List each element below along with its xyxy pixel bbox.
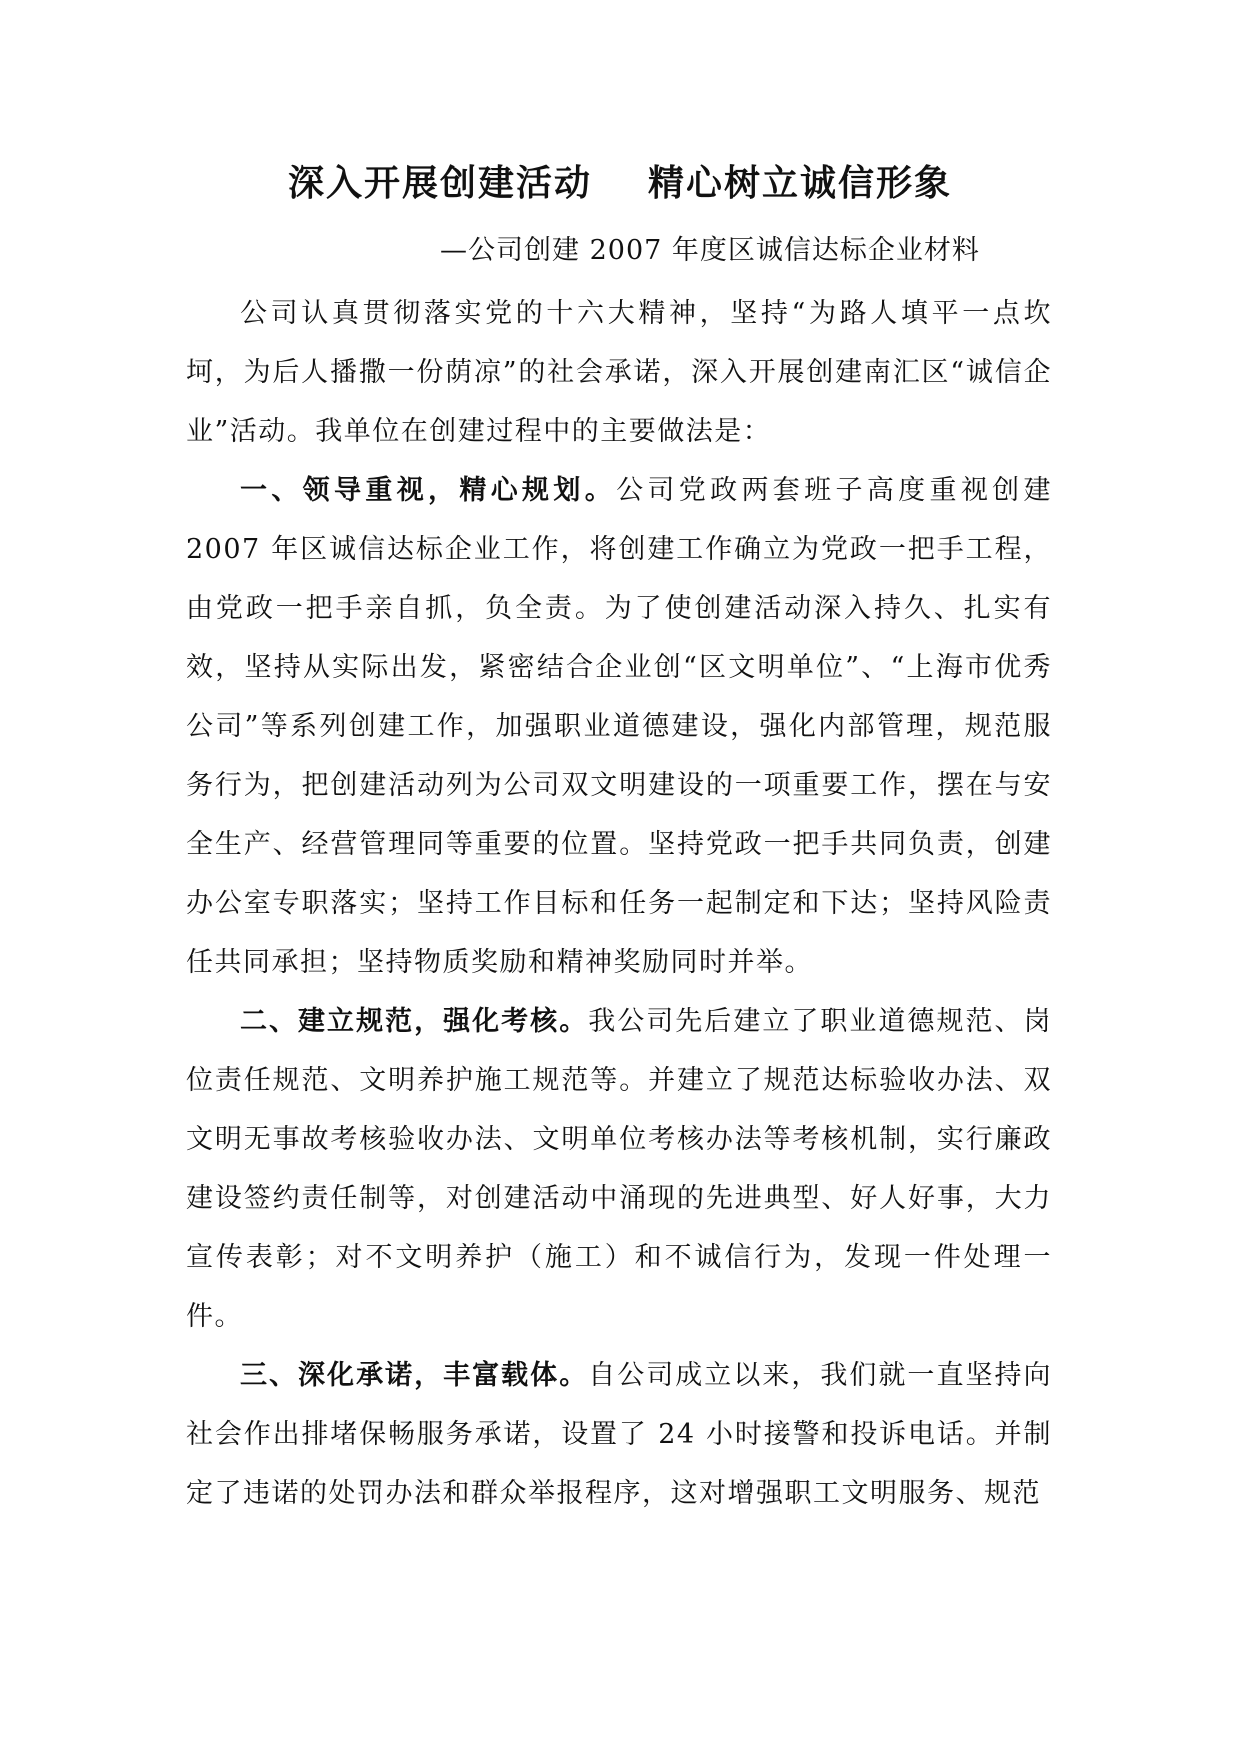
paragraph-text: 公司党政两套班子高度重视创建 2007 年区诚信达标企业工作，将创建工作确立为党政一把手工程，由党政一把手亲自抓，负全责。为了使创建活动深入持久、扎实有效，坚持从实际出发，紧密结合企业创“区文明单位”、“上海市优秀公司”等系列创建工作，加强职业道德建设，强化内部管理，规范服务行为，把创建活动列为公司双文明建设的一项重要工作，摆在与安全生产、经营管理同等重要的位置。坚持党政一把手共同负责，创建办公室专职落实；坚持工作目标和任务一起制定和下达；坚持风险责任共同承担；坚持物质奖励和精神奖励同时并举。 bbox=[186, 475, 1053, 978]
document-body bbox=[186, 284, 1052, 1523]
paragraph-lead: 二、建立规范，强化考核。 bbox=[240, 1006, 589, 1037]
title-part-1: 深入开展创建活动 bbox=[287, 163, 592, 204]
paragraph-intro bbox=[186, 284, 1052, 461]
paragraph-lead: 一、领导重视，精心规划。 bbox=[240, 475, 617, 506]
paragraph-text: 公司认真贯彻落实党的十六大精神，坚持“为路人填平一点坎坷，为后人播撒一份荫凉”的社会承诺，深入开展创建南汇区“诚信企业”活动。我单位在创建过程中的主要做法是： bbox=[186, 298, 1052, 447]
paragraph-text: 我公司先后建立了职业道德规范、岗位责任规范、文明养护施工规范等。并建立了规范达标验收办法、双文明无事故考核验收办法、文明单位考核办法等考核机制，实行廉政建设签约责任制等，对创建活动中涌现的先进典型、好人好事，大力宣传表彰；对不文明养护（施工）和不诚信行为，发现一件处理一件。 bbox=[186, 1006, 1053, 1332]
document-subtitle: —公司创建 2007 年度区诚信达标企业材料 bbox=[440, 235, 980, 266]
paragraph-text: 自公司成立以来，我们就一直坚持向社会作出排堵保畅服务承诺，设置了 24 小时接警和投诉电话。并制定了违诺的处罚办法和群众举报程序，这对增强职工文明服务、规范 bbox=[186, 1360, 1053, 1509]
paragraph-section-1 bbox=[186, 461, 1052, 992]
paragraph-lead: 三、深化承诺，丰富载体。 bbox=[240, 1360, 589, 1391]
paragraph-section-2 bbox=[186, 992, 1052, 1346]
title-part-2: 精心树立诚信形象 bbox=[648, 163, 953, 204]
document-title bbox=[150, 155, 1090, 206]
paragraph-section-3 bbox=[186, 1346, 1052, 1523]
